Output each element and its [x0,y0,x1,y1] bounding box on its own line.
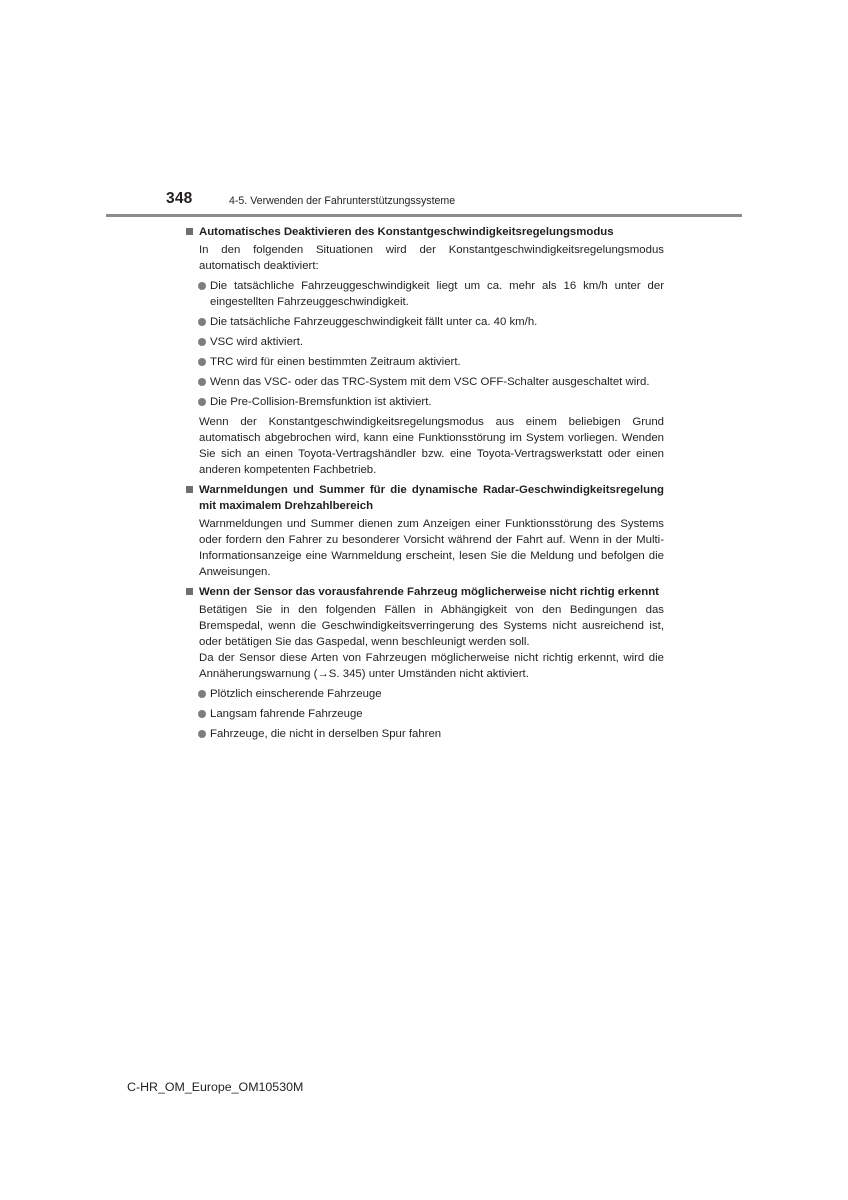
circle-bullet-icon [198,710,206,718]
list-item [186,726,664,742]
list-item [186,686,664,702]
section-auto-deactivation [186,224,664,478]
section-heading-text: Automatisches Deaktivieren des Konstantgeschwindigkeitsregelungsmodus [199,226,614,238]
circle-bullet-icon [198,318,206,326]
list-item [186,314,664,330]
list-item-text: Langsam fahrende Fahrzeuge [210,708,363,720]
section-heading [186,224,664,240]
section-intro: In den folgenden Situationen wird der Konstantgeschwindigkeitsregelungsmodus automatisch deaktiviert: [199,244,664,272]
section-sensor-detection [186,584,664,742]
page-content [186,224,664,746]
list-item [186,706,664,722]
section-heading-text: Wenn der Sensor das vorausfahrende Fahrzeug möglicherweise nicht richtig erkennt [199,586,659,598]
list-item-text: TRC wird für einen bestimmten Zeitraum aktiviert. [210,356,461,368]
section-outro: Wenn der Konstantgeschwindigkeitsregelungsmodus aus einem beliebigen Grund automatisch abgebrochen wird, kann eine Funktionsstörung im System vorliegen. Wenden Sie sich an einen Toyota-Vertragshändler bzw. eine Toyota-Vertragswerkstatt oder einen anderen kompetenten Fachbetrieb. [199,416,664,476]
list-item-text: Die tatsächliche Fahrzeuggeschwindigkeit fällt unter ca. 40 km/h. [210,316,538,328]
list-item [186,374,664,390]
section-heading [186,482,664,514]
square-bullet-icon [186,228,193,235]
square-bullet-icon [186,588,193,595]
list-item-text: Fahrzeuge, die nicht in derselben Spur fahren [210,728,442,740]
section-heading-text: Warnmeldungen und Summer für die dynamische Radar-Geschwindigkeitsregelung mit maximalem Drehzahlbereich [199,484,664,512]
list-item-text: Die Pre-Collision-Bremsfunktion ist aktiviert. [210,396,432,408]
list-item-text: Wenn das VSC- oder das TRC-System mit dem VSC OFF-Schalter ausgeschaltet wird. [210,376,650,388]
square-bullet-icon [186,486,193,493]
chapter-title: 4-5. Verwenden der Fahrunterstützungssysteme [229,195,456,207]
list-item [186,394,664,410]
circle-bullet-icon [198,730,206,738]
circle-bullet-icon [198,378,206,386]
section-warning-messages [186,482,664,580]
section-heading [186,584,664,600]
list-item [186,278,664,310]
page-number: 348 [166,190,193,207]
list-item-text: Die tatsächliche Fahrzeuggeschwindigkeit liegt um ca. mehr als 16 km/h unter der eingestellten Fahrzeuggeschwindigkeit. [210,280,664,308]
section-intro: Warnmeldungen und Summer dienen zum Anzeigen einer Funktionsstörung des Systems oder fordern den Fahrer zu besonderer Vorsicht während der Fahrt auf. Wenn in der Multi-Informationsanzeige eine Warnmeldung erscheint, lesen Sie die Meldung und befolgen die Anweisungen. [199,518,664,578]
list-item [186,354,664,370]
list-item-text: VSC wird aktiviert. [210,336,304,348]
circle-bullet-icon [198,282,206,290]
list-item [186,334,664,350]
header-divider [106,214,742,217]
section-intro-continued: Da der Sensor diese Arten von Fahrzeugen möglicherweise nicht richtig erkennt, wird die Annäherungswarnung (→S. 345) unter Umständen nicht aktiviert. [199,652,664,680]
section-intro: Betätigen Sie in den folgenden Fällen in Abhängigkeit von den Bedingungen das Bremspedal, wenn die Geschwindigkeitsverringerung des Systems nicht ausreichend ist, oder betätigen Sie das Gaspedal, wenn beschleunigt werden soll. [199,604,664,648]
circle-bullet-icon [198,358,206,366]
circle-bullet-icon [198,338,206,346]
document-code: C-HR_OM_Europe_OM10530M [127,1080,304,1094]
list-item-text: Plötzlich einscherende Fahrzeuge [210,688,382,700]
circle-bullet-icon [198,690,206,698]
circle-bullet-icon [198,398,206,406]
